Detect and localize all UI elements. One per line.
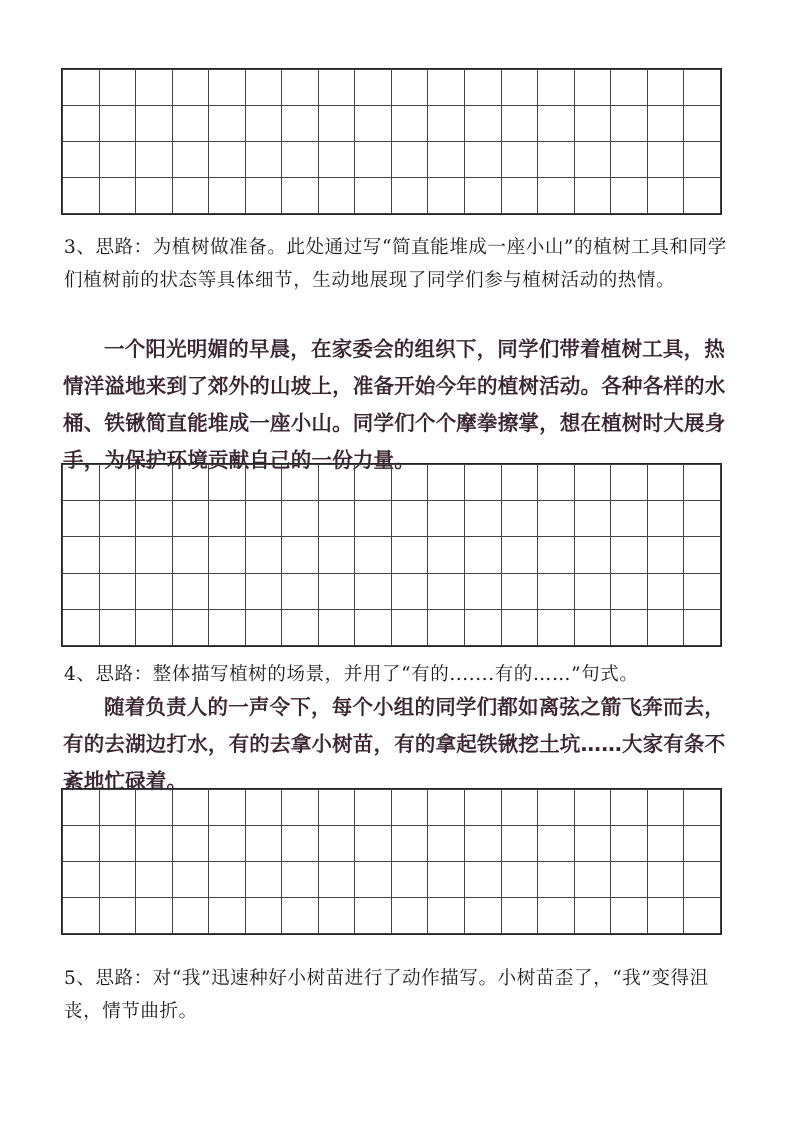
grid-cell[interactable] <box>538 862 575 898</box>
grid-table <box>62 789 721 934</box>
grid-cell[interactable] <box>647 537 684 573</box>
grid-cell[interactable] <box>318 898 355 934</box>
grid-cell[interactable] <box>574 609 611 645</box>
grid-cell[interactable] <box>172 501 209 537</box>
grid-cell[interactable] <box>574 501 611 537</box>
grid-cell[interactable] <box>172 898 209 934</box>
grid-cell[interactable] <box>318 609 355 645</box>
grid-cell[interactable] <box>611 106 648 142</box>
grid-cell[interactable] <box>611 609 648 645</box>
grid-cell[interactable] <box>538 142 575 178</box>
grid-cell[interactable] <box>574 70 611 106</box>
grid-cell[interactable] <box>63 501 100 537</box>
grid-cell[interactable] <box>209 178 246 214</box>
grid-cell[interactable] <box>245 790 282 826</box>
grid-cell[interactable] <box>611 178 648 214</box>
grid-cell[interactable] <box>282 465 319 501</box>
grid-cell[interactable] <box>574 790 611 826</box>
grid-cell[interactable] <box>209 609 246 645</box>
grid-cell[interactable] <box>282 573 319 609</box>
grid-cell[interactable] <box>647 142 684 178</box>
grid-cell[interactable] <box>318 537 355 573</box>
grid-cell[interactable] <box>611 573 648 609</box>
grid-cell[interactable] <box>63 790 100 826</box>
grid-cell[interactable] <box>99 898 136 934</box>
grid-cell[interactable] <box>245 573 282 609</box>
grid-cell[interactable] <box>209 898 246 934</box>
grid-cell[interactable] <box>63 826 100 862</box>
grid-cell[interactable] <box>318 106 355 142</box>
grid-cell[interactable] <box>209 142 246 178</box>
grid-cell[interactable] <box>282 142 319 178</box>
grid-cell[interactable] <box>428 790 465 826</box>
grid-cell[interactable] <box>245 862 282 898</box>
grid-cell[interactable] <box>355 790 392 826</box>
grid-cell[interactable] <box>501 178 538 214</box>
grid-cell[interactable] <box>99 862 136 898</box>
grid-cell[interactable] <box>245 826 282 862</box>
grid-cell[interactable] <box>501 898 538 934</box>
grid-cell[interactable] <box>647 70 684 106</box>
grid-cell[interactable] <box>136 501 173 537</box>
grid-cell[interactable] <box>172 826 209 862</box>
grid-cell[interactable] <box>318 573 355 609</box>
grid-cell[interactable] <box>428 609 465 645</box>
grid-cell[interactable] <box>172 609 209 645</box>
grid-cell[interactable] <box>391 862 428 898</box>
grid-cell[interactable] <box>318 465 355 501</box>
grid-cell[interactable] <box>538 898 575 934</box>
grid-cell[interactable] <box>355 142 392 178</box>
grid-cell[interactable] <box>209 573 246 609</box>
grid-cell[interactable] <box>428 142 465 178</box>
grid-cell[interactable] <box>391 537 428 573</box>
grid-cell[interactable] <box>647 790 684 826</box>
grid-cell[interactable] <box>647 826 684 862</box>
grid-cell[interactable] <box>684 142 721 178</box>
grid-cell[interactable] <box>391 573 428 609</box>
grid-cell[interactable] <box>501 106 538 142</box>
grid-cell[interactable] <box>355 465 392 501</box>
grid-cell[interactable] <box>684 862 721 898</box>
grid-row <box>63 178 721 214</box>
grid-cell[interactable] <box>318 862 355 898</box>
grid-cell[interactable] <box>99 573 136 609</box>
grid-cell[interactable] <box>209 790 246 826</box>
grid-cell[interactable] <box>209 106 246 142</box>
grid-cell[interactable] <box>282 826 319 862</box>
grid-row <box>63 862 721 898</box>
grid-cell[interactable] <box>63 898 100 934</box>
grid-cell[interactable] <box>318 826 355 862</box>
grid-table <box>62 69 721 214</box>
grid-cell[interactable] <box>355 537 392 573</box>
grid-row <box>63 142 721 178</box>
grid-row <box>63 826 721 862</box>
grid-cell[interactable] <box>245 537 282 573</box>
grid-cell[interactable] <box>574 537 611 573</box>
grid-cell[interactable] <box>282 178 319 214</box>
grid-cell[interactable] <box>391 501 428 537</box>
grid-cell[interactable] <box>63 106 100 142</box>
grid-cell[interactable] <box>684 70 721 106</box>
grid-cell[interactable] <box>355 609 392 645</box>
section-4-note: 4、思路：整体描写植树的场景，并用了“有的.......有的……”句式。 <box>64 664 639 685</box>
grid-cell[interactable] <box>172 142 209 178</box>
grid-cell[interactable] <box>282 790 319 826</box>
grid-cell[interactable] <box>684 790 721 826</box>
grid-cell[interactable] <box>574 862 611 898</box>
grid-cell[interactable] <box>136 609 173 645</box>
grid-cell[interactable] <box>172 573 209 609</box>
section-3-model-paragraph: 一个阳光明媚的早晨，在家委会的组织下，同学们带着植树工具，热情洋溢地来到了郊外的山坡上，准备开始今年的植树活动。各种各样的水桶、铁锹简直能堆成一座小山。同学们个个摩拳擦掌，想在植树时大展身手，为保护环境贡献自己的一份力量。 <box>63 337 726 472</box>
grid-cell[interactable] <box>99 609 136 645</box>
grid-cell[interactable] <box>63 465 100 501</box>
grid-cell[interactable] <box>136 898 173 934</box>
grid-cell[interactable] <box>611 537 648 573</box>
grid-cell[interactable] <box>245 465 282 501</box>
grid-cell[interactable] <box>99 106 136 142</box>
grid-cell[interactable] <box>391 609 428 645</box>
grid-cell[interactable] <box>501 142 538 178</box>
grid-cell[interactable] <box>282 898 319 934</box>
grid-cell[interactable] <box>684 537 721 573</box>
grid-cell[interactable] <box>136 70 173 106</box>
grid-cell[interactable] <box>647 178 684 214</box>
grid-cell[interactable] <box>318 142 355 178</box>
grid-row <box>63 70 721 106</box>
grid-cell[interactable] <box>574 826 611 862</box>
grid-cell[interactable] <box>172 790 209 826</box>
grid-cell[interactable] <box>611 790 648 826</box>
grid-cell[interactable] <box>647 609 684 645</box>
section-3-note: 3、思路：为植树做准备。此处通过写“简直能堆成一座小山”的植树工具和同学们植树前的状态等具体细节，生动地展现了同学们参与植树活动的热情。 <box>64 237 727 291</box>
grid-cell[interactable] <box>355 106 392 142</box>
grid-cell[interactable] <box>647 106 684 142</box>
grid-row <box>63 573 721 609</box>
grid-cell[interactable] <box>684 501 721 537</box>
grid-cell[interactable] <box>684 826 721 862</box>
grid-cell[interactable] <box>465 609 502 645</box>
grid-cell[interactable] <box>574 106 611 142</box>
grid-row <box>63 898 721 934</box>
grid-cell[interactable] <box>391 898 428 934</box>
grid-cell[interactable] <box>136 826 173 862</box>
grid-cell[interactable] <box>501 790 538 826</box>
grid-cell[interactable] <box>684 106 721 142</box>
writing-grid-section-3[interactable] <box>61 463 722 647</box>
grid-cell[interactable] <box>209 826 246 862</box>
grid-cell[interactable] <box>172 465 209 501</box>
grid-cell[interactable] <box>465 178 502 214</box>
grid-row <box>63 465 721 501</box>
grid-cell[interactable] <box>63 862 100 898</box>
grid-cell[interactable] <box>538 70 575 106</box>
grid-cell[interactable] <box>245 70 282 106</box>
grid-cell[interactable] <box>136 573 173 609</box>
grid-cell[interactable] <box>611 465 648 501</box>
grid-cell[interactable] <box>391 790 428 826</box>
grid-cell[interactable] <box>209 537 246 573</box>
grid-cell[interactable] <box>611 898 648 934</box>
grid-cell[interactable] <box>428 826 465 862</box>
grid-row <box>63 790 721 826</box>
grid-cell[interactable] <box>538 537 575 573</box>
grid-cell[interactable] <box>355 573 392 609</box>
grid-cell[interactable] <box>465 142 502 178</box>
grid-cell[interactable] <box>282 70 319 106</box>
writing-grid-section-4[interactable] <box>61 788 722 935</box>
grid-cell[interactable] <box>501 465 538 501</box>
grid-cell[interactable] <box>136 106 173 142</box>
grid-cell[interactable] <box>318 70 355 106</box>
grid-cell[interactable] <box>647 862 684 898</box>
grid-cell[interactable] <box>428 465 465 501</box>
grid-cell[interactable] <box>63 70 100 106</box>
grid-cell[interactable] <box>428 573 465 609</box>
grid-cell[interactable] <box>391 106 428 142</box>
grid-cell[interactable] <box>574 573 611 609</box>
grid-row <box>63 501 721 537</box>
grid-cell[interactable] <box>245 898 282 934</box>
grid-cell[interactable] <box>245 142 282 178</box>
grid-cell[interactable] <box>209 465 246 501</box>
grid-cell[interactable] <box>282 501 319 537</box>
grid-cell[interactable] <box>136 537 173 573</box>
grid-cell[interactable] <box>209 501 246 537</box>
grid-cell[interactable] <box>574 142 611 178</box>
grid-cell[interactable] <box>465 898 502 934</box>
grid-cell[interactable] <box>391 826 428 862</box>
grid-cell[interactable] <box>99 826 136 862</box>
grid-cell[interactable] <box>99 501 136 537</box>
section-5-note: 5、思路：对“我”迅速种好小树苗进行了动作描写。小树苗歪了，“我”变得沮丧，情节曲折。 <box>64 968 709 1022</box>
grid-cell[interactable] <box>574 178 611 214</box>
grid-cell[interactable] <box>647 501 684 537</box>
grid-cell[interactable] <box>611 70 648 106</box>
writing-grid-top[interactable] <box>61 68 722 215</box>
grid-cell[interactable] <box>172 106 209 142</box>
grid-cell[interactable] <box>245 501 282 537</box>
grid-row <box>63 106 721 142</box>
grid-cell[interactable] <box>538 790 575 826</box>
grid-cell[interactable] <box>63 609 100 645</box>
grid-cell[interactable] <box>136 142 173 178</box>
grid-cell[interactable] <box>465 573 502 609</box>
grid-cell[interactable] <box>538 178 575 214</box>
grid-cell[interactable] <box>355 826 392 862</box>
grid-cell[interactable] <box>172 862 209 898</box>
grid-cell[interactable] <box>99 790 136 826</box>
grid-cell[interactable] <box>538 465 575 501</box>
grid-row <box>63 537 721 573</box>
grid-cell[interactable] <box>391 70 428 106</box>
grid-cell[interactable] <box>282 862 319 898</box>
grid-cell[interactable] <box>538 826 575 862</box>
grid-cell[interactable] <box>538 573 575 609</box>
grid-cell[interactable] <box>245 609 282 645</box>
grid-cell[interactable] <box>501 573 538 609</box>
grid-cell[interactable] <box>355 501 392 537</box>
grid-cell[interactable] <box>318 790 355 826</box>
grid-table <box>62 464 721 646</box>
grid-cell[interactable] <box>611 862 648 898</box>
grid-cell[interactable] <box>63 537 100 573</box>
grid-cell[interactable] <box>428 178 465 214</box>
grid-cell[interactable] <box>465 501 502 537</box>
grid-row <box>63 609 721 645</box>
grid-cell[interactable] <box>282 106 319 142</box>
grid-cell[interactable] <box>172 70 209 106</box>
grid-cell[interactable] <box>465 826 502 862</box>
grid-cell[interactable] <box>99 70 136 106</box>
grid-cell[interactable] <box>136 465 173 501</box>
grid-cell[interactable] <box>538 609 575 645</box>
grid-cell[interactable] <box>465 70 502 106</box>
grid-cell[interactable] <box>99 465 136 501</box>
grid-cell[interactable] <box>136 178 173 214</box>
grid-cell[interactable] <box>684 573 721 609</box>
grid-cell[interactable] <box>574 898 611 934</box>
grid-cell[interactable] <box>428 537 465 573</box>
grid-cell[interactable] <box>684 465 721 501</box>
grid-cell[interactable] <box>391 142 428 178</box>
grid-cell[interactable] <box>136 862 173 898</box>
grid-cell[interactable] <box>684 609 721 645</box>
grid-cell[interactable] <box>501 609 538 645</box>
grid-cell[interactable] <box>245 178 282 214</box>
grid-cell[interactable] <box>172 178 209 214</box>
grid-cell[interactable] <box>99 142 136 178</box>
grid-cell[interactable] <box>538 501 575 537</box>
section-4-model-paragraph: 随着负责人的一声令下，每个小组的同学们都如离弦之箭飞奔而去，有的去湖边打水，有的去拿小树苗，有的拿起铁锹挖土坑……大家有条不紊地忙碌着。 <box>63 695 726 793</box>
grid-cell[interactable] <box>647 465 684 501</box>
grid-cell[interactable] <box>428 862 465 898</box>
grid-cell[interactable] <box>647 573 684 609</box>
grid-cell[interactable] <box>355 178 392 214</box>
grid-cell[interactable] <box>428 70 465 106</box>
grid-cell[interactable] <box>282 609 319 645</box>
grid-cell[interactable] <box>684 178 721 214</box>
grid-cell[interactable] <box>647 898 684 934</box>
grid-cell[interactable] <box>391 178 428 214</box>
grid-cell[interactable] <box>282 537 319 573</box>
grid-cell[interactable] <box>501 537 538 573</box>
grid-cell[interactable] <box>172 537 209 573</box>
grid-cell[interactable] <box>465 790 502 826</box>
grid-cell[interactable] <box>611 826 648 862</box>
grid-cell[interactable] <box>99 178 136 214</box>
grid-cell[interactable] <box>501 826 538 862</box>
grid-cell[interactable] <box>465 465 502 501</box>
grid-cell[interactable] <box>355 70 392 106</box>
grid-cell[interactable] <box>63 573 100 609</box>
grid-cell[interactable] <box>684 898 721 934</box>
grid-cell[interactable] <box>428 106 465 142</box>
grid-cell[interactable] <box>611 501 648 537</box>
grid-cell[interactable] <box>355 898 392 934</box>
grid-cell[interactable] <box>465 106 502 142</box>
grid-cell[interactable] <box>501 862 538 898</box>
grid-cell[interactable] <box>574 465 611 501</box>
grid-cell[interactable] <box>391 465 428 501</box>
grid-cell[interactable] <box>136 790 173 826</box>
grid-cell[interactable] <box>63 142 100 178</box>
grid-cell[interactable] <box>538 106 575 142</box>
grid-cell[interactable] <box>355 862 392 898</box>
grid-cell[interactable] <box>611 142 648 178</box>
grid-cell[interactable] <box>465 862 502 898</box>
grid-cell[interactable] <box>428 898 465 934</box>
grid-cell[interactable] <box>99 537 136 573</box>
grid-cell[interactable] <box>428 501 465 537</box>
grid-cell[interactable] <box>209 862 246 898</box>
grid-cell[interactable] <box>63 178 100 214</box>
grid-cell[interactable] <box>318 501 355 537</box>
grid-cell[interactable] <box>318 178 355 214</box>
grid-cell[interactable] <box>245 106 282 142</box>
grid-cell[interactable] <box>501 501 538 537</box>
grid-cell[interactable] <box>501 70 538 106</box>
grid-cell[interactable] <box>465 537 502 573</box>
grid-cell[interactable] <box>209 70 246 106</box>
